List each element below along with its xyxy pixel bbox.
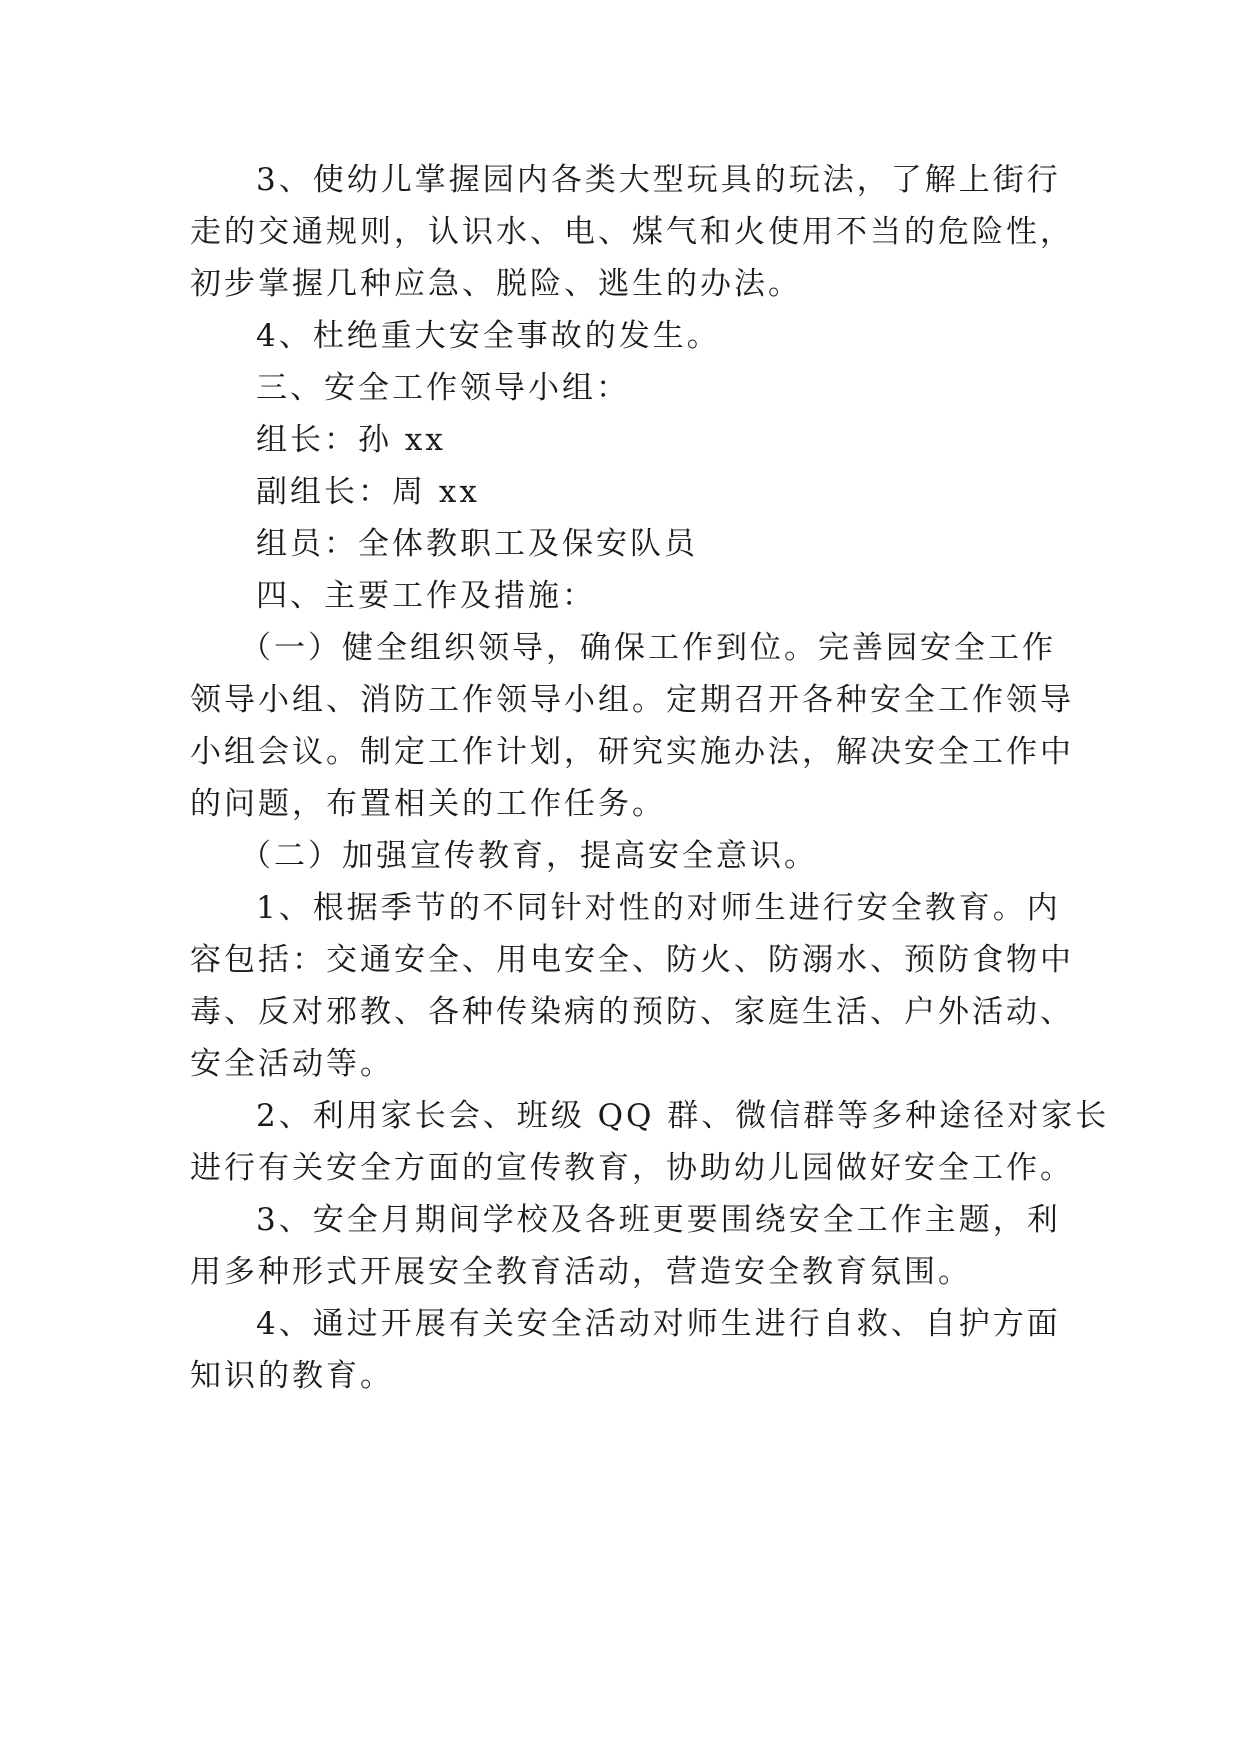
paragraph-line: 3、使幼儿掌握园内各类大型玩具的玩法，了解上街行 — [256, 162, 1061, 198]
paragraph-line: 容包括：交通安全、用电安全、防火、防溺水、预防食物中 — [190, 942, 1074, 978]
paragraph-line: 安全活动等。 — [190, 1046, 394, 1082]
paragraph-line: 走的交通规则，认识水、电、煤气和火使用不当的危险性， — [190, 214, 1074, 250]
paragraph-line: （二）加强宣传教育，提高安全意识。 — [240, 838, 818, 874]
paragraph-line: 4、通过开展有关安全活动对师生进行自救、自护方面 — [256, 1306, 1061, 1342]
paragraph-line: 2、利用家长会、班级 QQ 群、微信群等多种途径对家长 — [256, 1098, 1110, 1134]
paragraph-line: 组长：孙 xx — [256, 422, 446, 458]
section-heading: 三、安全工作领导小组： — [256, 370, 630, 406]
paragraph-line: 领导小组、消防工作领导小组。定期召开各种安全工作领导 — [190, 682, 1074, 718]
paragraph-line: 1、根据季节的不同针对性的对师生进行安全教育。内 — [256, 890, 1061, 926]
section-heading: 四、主要工作及措施： — [256, 578, 596, 614]
paragraph-line: 知识的教育。 — [190, 1358, 394, 1394]
paragraph-line: 副组长：周 xx — [256, 474, 480, 510]
paragraph-line: 用多种形式开展安全教育活动，营造安全教育氛围。 — [190, 1254, 972, 1290]
paragraph-line: 小组会议。制定工作计划，研究实施办法，解决安全工作中 — [190, 734, 1074, 770]
paragraph-line: （一）健全组织领导，确保工作到位。完善园安全工作 — [240, 630, 1056, 666]
paragraph-line: 4、杜绝重大安全事故的发生。 — [256, 318, 721, 354]
paragraph-line: 的问题，布置相关的工作任务。 — [190, 786, 666, 822]
paragraph-line: 3、安全月期间学校及各班更要围绕安全工作主题，利 — [256, 1202, 1061, 1238]
paragraph-line: 进行有关安全方面的宣传教育，协助幼儿园做好安全工作。 — [190, 1150, 1074, 1186]
paragraph-line: 初步掌握几种应急、脱险、逃生的办法。 — [190, 266, 802, 302]
paragraph-line: 组员：全体教职工及保安队员 — [256, 526, 698, 562]
paragraph-line: 毒、反对邪教、各种传染病的预防、家庭生活、户外活动、 — [190, 994, 1074, 1030]
